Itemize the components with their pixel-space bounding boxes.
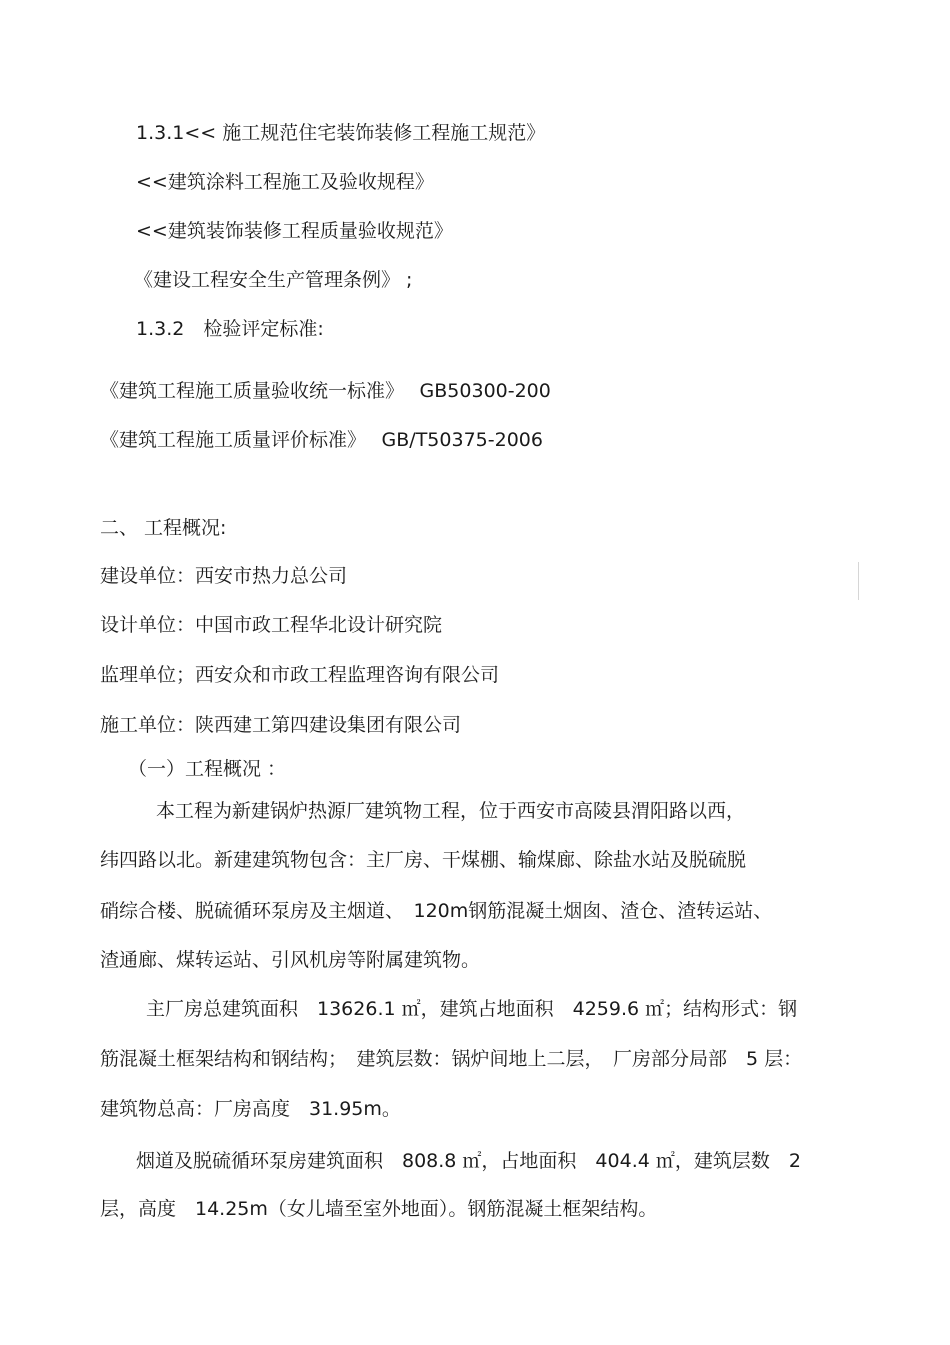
standard-1-3-1: 1.3.1<< 施工规范住宅装饰装修工程施工规范》	[136, 122, 546, 144]
standard-decoration: <<建筑装饰装修工程质量验收规范》	[136, 220, 453, 242]
standard-paint: <<建筑涂料工程施工及验收规程》	[136, 171, 434, 193]
paragraph-1-line-2: 纬四路以北。新建建筑物包含：主厂房、干煤棚、输煤廊、除盐水站及脱硫脱	[100, 849, 747, 871]
paragraph-2-line-2: 筋混凝土框架结构和钢结构； 建筑层数：锅炉间地上二层， 厂房部分局部 5 层：	[100, 1048, 803, 1070]
standard-1-3-2: 1.3.2 检验评定标准:	[136, 318, 324, 340]
owner-line: 建设单位：西安市热力总公司	[100, 565, 348, 587]
paragraph-2-line-3: 建筑物总高：厂房高度 31.95m。	[100, 1098, 401, 1120]
margin-rule	[858, 562, 859, 600]
paragraph-3-line-1: 烟道及脱硫循环泵房建筑面积 808.8 ㎡，占地面积 404.4 ㎡，建筑层数 2	[136, 1150, 801, 1172]
standard-unified: 《建筑工程施工质量验收统一标准》 GB50300-200	[100, 380, 551, 402]
sub-heading: （一）工程概况 ：	[128, 758, 287, 780]
contractor-line: 施工单位：陕西建工第四建设集团有限公司	[100, 714, 462, 736]
standard-evaluation: 《建筑工程施工质量评价标准》 GB/T50375-2006	[100, 429, 543, 451]
designer-line: 设计单位：中国市政工程华北设计研究院	[100, 614, 443, 636]
section-heading: 二、 工程概况:	[100, 517, 227, 539]
paragraph-1-line-4: 渣通廊、煤转运站、引风机房等附属建筑物。	[100, 949, 481, 971]
paragraph-1-line-1: 本工程为新建锅炉热源厂建筑物工程，位于西安市高陵县渭阳路以西，	[156, 800, 746, 822]
standard-safety: 《建设工程安全生产管理条例》 ;	[134, 269, 413, 291]
paragraph-3-line-2: 层，高度 14.25m（女儿墙至室外地面）。钢筋混凝土框架结构。	[100, 1198, 658, 1220]
paragraph-1-line-3: 硝综合楼、脱硫循环泵房及主烟道、 120m钢筋混凝土烟囱、渣仓、渣转运站、	[100, 900, 773, 922]
paragraph-2-line-1: 主厂房总建筑面积 13626.1 ㎡，建筑占地面积 4259.6 ㎡；结构形式：钢	[146, 998, 798, 1020]
supervisor-line: 监理单位；西安众和市政工程监理咨询有限公司	[100, 664, 500, 686]
